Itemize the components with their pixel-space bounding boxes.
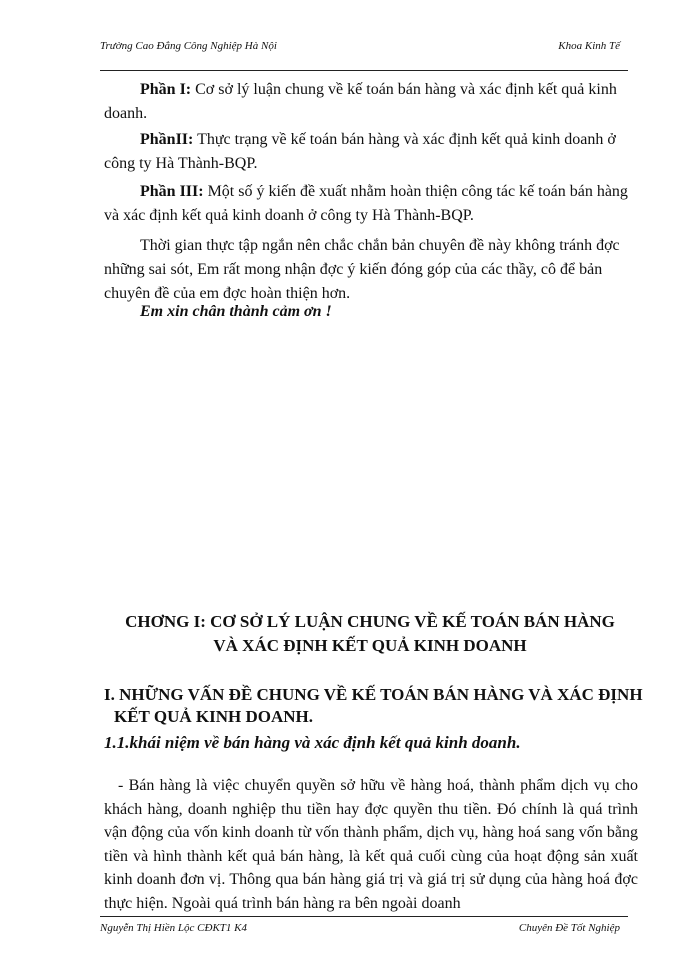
intro-closing bbox=[104, 234, 638, 306]
section-heading-line1: I. NHỮNG VẤN ĐỀ CHUNG VỀ KẾ TOÁN BÁN HÀNG VÀ XÁC ĐỊNH bbox=[104, 685, 643, 704]
header-rule bbox=[100, 70, 628, 71]
closing-paragraph: Thời gian thực tập ngắn nên chắc chắn bản chuyên đề này không tránh đợc những sai sót, Em rất mong nhận đợc ý kiến đóng góp của các thầy, cô để bản chuyên đề của em đợc hoàn thiện hơn. bbox=[104, 237, 620, 302]
intro-part-1 bbox=[104, 78, 638, 126]
section-heading-line2: KẾT QUẢ KINH DOANH. bbox=[114, 707, 313, 726]
footer-title: Chuyên Đề Tốt Nghiệp bbox=[518, 922, 620, 934]
intro-part-2 bbox=[104, 128, 638, 176]
part1-text: Cơ sở lý luận chung về kế toán bán hàng và xác định kết quả kinh doanh. bbox=[104, 81, 617, 122]
part3-label: Phần III: bbox=[140, 183, 204, 200]
subsection-heading: 1.1.khái niệm về bán hàng và xác định kết quả kinh doanh. bbox=[104, 733, 521, 752]
part2-label: PhầnII: bbox=[140, 131, 194, 148]
chapter-title bbox=[100, 610, 640, 658]
body-paragraph bbox=[104, 758, 638, 931]
part3-text: Một số ý kiến đề xuất nhằm hoàn thiện công tác kế toán bán hàng và xác định kết quả kinh doanh ở công ty Hà Thành-BQP. bbox=[104, 183, 628, 224]
header-school: Trường Cao Đẳng Công Nghiệp Hà Nội bbox=[100, 40, 277, 52]
part1-label: Phần I: bbox=[140, 81, 192, 98]
chapter-title-line2: VÀ XÁC ĐỊNH KẾT QUẢ KINH DOANH bbox=[213, 636, 527, 655]
thanks-line: Em xin chân thành cảm ơn ! bbox=[140, 303, 332, 320]
chapter-title-line1: CHƠNG I: CƠ SỞ LÝ LUẬN CHUNG VỀ KẾ TOÁN BÁN HÀNG bbox=[125, 612, 615, 631]
section-heading bbox=[104, 684, 644, 728]
header-department: Khoa Kinh Tế bbox=[558, 40, 620, 52]
body-paragraph-text: - Bán hàng là việc chuyển quyền sở hữu về hàng hoá, thành phẩm dịch vụ cho khách hàng, doanh nghiệp thu tiền hay đợc quyền thu tiền. Đó chính là quá trình vận động của vốn kinh doanh từ vốn thành phẩm, dịch vụ, hàng hoá sang vốn bằng tiền và hình thành kết quả bán hàng, là kết quả cuối cùng của hoạt động sản xuất kinh doanh đơn vị. Thông qua bán hàng giá trị và giá trị sử dụng của hàng hoá đợc thực hiện. Ngoài quá trình bán hàng ra bên ngoài doanh bbox=[104, 777, 638, 912]
part2-text: Thực trạng về kế toán bán hàng và xác định kết quả kinh doanh ở công ty Hà Thành-BQP. bbox=[104, 131, 616, 172]
page-header bbox=[100, 38, 620, 58]
intro-part-3 bbox=[104, 180, 638, 228]
footer-author: Nguyễn Thị Hiền Lộc CĐKT1 K4 bbox=[100, 922, 247, 934]
footer-rule bbox=[100, 916, 628, 917]
